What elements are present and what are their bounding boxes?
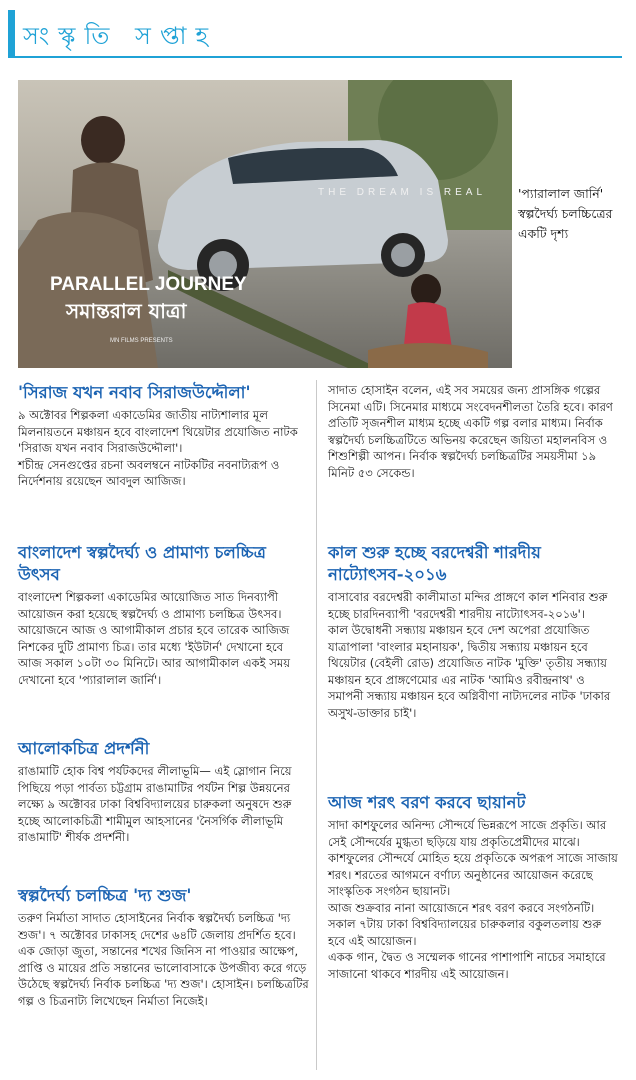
- article-body: ৯ অক্টোবর শিল্পকলা একাডেমির জাতীয় নাট্যশালার মূল মিলনায়তনে মঞ্চায়ন হবে বাংলাদেশ থিয়েটার প্রযোজিত নাটক 'সিরাজ যখন নবাব সিরাজউদ্দৌলা'। শচীন্দ্র সেনগুপ্তের রচনা অবলম্বনে নাটকটির নবনাট্যরূপ ও নির্দেশনায় রয়েছেন আবদুল আজিজ।: [18, 408, 298, 488]
- article-headline: আলোকচিত্র প্রদর্শনী: [18, 739, 150, 758]
- film-still-image: [18, 80, 512, 368]
- article-headline: কাল শুরু হচ্ছে বরদেশ্বরী শারদীয় নাট্যোৎসব-২০১৬: [328, 543, 541, 584]
- article-film-festival: [18, 542, 310, 688]
- poster-title-bn: সমান্তরাল যাত্রা: [66, 299, 187, 323]
- article-headline: 'সিরাজ যখন নবাব সিরাজউদ্দৌলা': [18, 383, 251, 402]
- article-photo-exhibition: [18, 738, 310, 846]
- section-banner: [8, 10, 292, 58]
- article-headline: বাংলাদেশ স্বল্পদৈর্ঘ্য ও প্রামাণ্য চলচ্চিত্র উৎসব: [18, 543, 266, 584]
- poster-title-en: PARALLEL JOURNEY: [50, 274, 247, 295]
- article-the-shoes: [18, 885, 310, 1009]
- article-body: রাঙামাটি হোক বিশ্ব পর্যটকদের লীলাভূমি— এই স্লোগান নিয়ে পিছিয়ে পড়া পার্বত্য চট্টগ্রাম রাঙামাটির পর্যটন শিল্প উন্নয়নের লক্ষ্যে ৯ অক্টোবর ঢাকা বিশ্ববিদ্যালয়ের চারুকলা অনুষদে শুরু হচ্ছে আলোকচিত্রী শামীমুল আহসানের 'নৈসর্গিক লীলাভূমি রাঙামাটি' শীর্ষক প্রদর্শনী।: [18, 764, 292, 844]
- photo-caption: 'প্যারালাল জার্নি' স্বল্পদৈর্ঘ্য চলচ্চিত্রের একটি দৃশ্য: [518, 186, 613, 241]
- article-body: সাদা কাশফুলের অনিন্দ্য সৌন্দর্যে ভিন্নরূপে সাজে প্রকৃতি। আর সেই সৌন্দর্যের মুগ্ধতা ছড়িয়ে যায় প্রকৃতিপ্রেমীদের মাঝে। কাশফুলের সৌন্দর্যে মোহিত হয়ে প্রকৃতিকে অপরূপ সাজে সাজায় শরৎ। শরতের আগমনে বর্ণাঢ্য অনুষ্ঠানের আয়োজন করেছে সাংস্কৃতিক সংগঠন ছায়ানট। আজ শুক্রবার নানা আয়োজনে শরৎ বরণ করবে সংগঠনটি। সকাল ৭টায় ঢাকা বিশ্ববিদ্যালয়ের চারুকলার বকুলতলায় শুরু হবে এই আয়োজন। একক গান, দ্বৈত ও সম্মেলক গানের পাশাপাশি নাচের সমাহারে সাজানো থাকবে শারদীয় এই আয়োজন।: [328, 818, 618, 981]
- article-body: বাসাবোর বরদেশ্বরী কালীমাতা মন্দির প্রাঙ্গণে কাল শনিবার শুরু হচ্ছে চারদিনব্যাপী 'বরদেশ্বরী শারদীয় নাট্যোৎসব-২০১৬'। কাল উদ্বোধনী সন্ধ্যায় মঞ্চায়ন হবে দেশ অপেরা প্রযোজিত যাত্রাপালা 'বাংলার মহানায়ক', দ্বিতীয় সন্ধ্যায় মঞ্চায়ন হবে থিয়েটার (বেইলী রোড) প্রযোজিত নাটক 'মুক্তি' তৃতীয় সন্ধ্যায় মঞ্চায়ন হবে প্রাঙ্গণেমোর এর নাটক 'আমিও রবীন্দ্রনাথ' ও সমাপনী সন্ধ্যায় মঞ্চায়ন হবে অগ্নিবীণা নাট্যদলের নাটক 'ঢাকার অসুখ-ডাক্তার চাই'।: [328, 590, 611, 720]
- poster-tagline: THE DREAM IS REAL: [318, 187, 487, 198]
- section-title: সংস্কৃতি সপ্তাহ: [23, 22, 218, 50]
- article-headline: আজ শরৎ বরণ করবে ছায়ানট: [328, 793, 526, 812]
- column-divider: [316, 380, 317, 1070]
- article-body: বাংলাদেশ শিল্পকলা একাডেমির আয়োজিত সাত দিনব্যাপী আয়োজন করা হয়েছে স্বল্পদৈর্ঘ্য ও প্রামাণ্য চলচ্চিত্র উৎসব। আয়োজনে আজ ও আগামীকাল প্রচার হবে তারেক আজিজ নিশকের দুটি প্রামাণ্য চিত্র। তার মধ্যে 'ইউটার্ন' দেখানো হবে আজ সকাল ১০টা ৩০ মিনিটে। আর আগামীকাল একই সময় দেখানো হবে 'প্যারালাল জার্নি'।: [18, 590, 291, 687]
- article-theatre-festival: [328, 542, 620, 721]
- banner-underline: [8, 56, 292, 58]
- article-headline: স্বল্পদৈর্ঘ্য চলচ্চিত্র 'দ্য শুজ': [18, 886, 192, 905]
- film-still-photo: [18, 80, 512, 368]
- article-body: তরুণ নির্মাতা সাদাত হোসাইনের নির্বাক স্বল্পদৈর্ঘ্য চলচ্চিত্র 'দ্য শুজ'। ৭ অক্টোবর ঢাকাসহ দেশের ৬৪টি জেলায় প্রদর্শিত হবে। এক জোড়া জুতা, সন্তানের শখের জিনিস না পাওয়ার আক্ষেপ, প্রাপ্তি ও মায়ের প্রতি সন্তানের ভালোবাসাকে উপজীব্য করে গড়ে উঠেছে স্বল্পদৈর্ঘ্য নির্বাক চলচ্চিত্র 'দ্য শুজ'। হোসাইন। চলচ্চিত্রটির গল্প ও চিত্রনাট্য লিখেছেন নির্মাতা নিজেই।: [18, 911, 309, 1008]
- poster-credits: MN FILMS PRESENTS: [110, 338, 173, 344]
- article-chhayanaut: [328, 792, 620, 982]
- article-shoes-continued: [328, 382, 620, 481]
- article-siraj: [18, 382, 310, 490]
- article-body: সাদাত হোসাইন বলেন, এই সব সময়ের জন্য প্রাসঙ্গিক গল্পের সিনেমা এটি। সিনেমার মাধ্যমে সংবেদনশীলতা তৈরি হবে। কারণ প্রতিটি সৃজনশীল মাধ্যম হচ্ছে একটি গল্প বলার মাধ্যম। নির্বাক স্বল্পদৈর্ঘ্য চলচ্চিত্রটিতে অভিনয় করেছেন জয়িতা মহালনবিস ও শিশুশিল্পী আপন। নির্বাক স্বল্পদৈর্ঘ্য চলচ্চিত্রটির সময়সীমা ১৯ মিনিট ৫৩ সেকেন্ড।: [328, 383, 613, 480]
- banner-rule: [292, 56, 622, 58]
